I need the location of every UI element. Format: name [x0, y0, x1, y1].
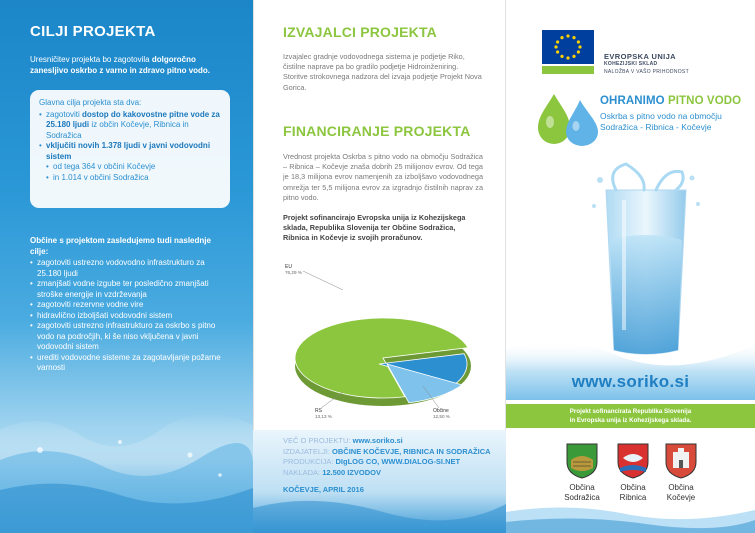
info-more — [283, 436, 506, 447]
water-glass-image — [586, 160, 706, 360]
goals-intro-text: Uresničitev projekta bo zagotovila — [30, 55, 152, 64]
main-goal-item — [39, 141, 221, 162]
info-more-label: VEČ O PROJEKTU: — [283, 436, 353, 445]
cover-subtitle: Oskrba s pitno vodo na območju Sodražica - Ribnica - Kočevje — [600, 111, 722, 132]
eu-name: EVROPSKA UNIJA — [604, 52, 677, 61]
main-goal-2-bold: vključiti novih 1.378 ljudi v javni vodovodni sistem — [46, 141, 211, 161]
pie-label-eu: EU — [285, 264, 292, 270]
main-goals-box — [30, 90, 230, 208]
info-production-value: DIgLOG CO, WWW.DIALOG-SI.NET — [335, 457, 461, 466]
pie-leader-eu — [303, 271, 343, 290]
panel-cover — [506, 0, 755, 533]
cofinancing-text: Projekt sofinancirajo Evropska unija iz Kohezijskega sklada, Republika Slovenija ter Občine Sodražica, Ribnica in Kočevje iz svojih proračunov. — [283, 213, 466, 243]
pie-label-rs: RS — [315, 408, 322, 414]
cofinancing-band — [506, 404, 755, 428]
eu-logo-block — [538, 28, 738, 78]
crest-kocevje — [651, 442, 711, 502]
contractors-body: Izvajalec gradnje vodovodnega sistema je podjetje Riko, čistilne naprave pa bo gradilo podjetje Hidroinženiring. — [283, 52, 465, 72]
main-goal-subitem: • in 1.014 v občini Sodražica — [39, 173, 221, 184]
financing-title: FINANCIRANJE PROJEKTA — [283, 123, 471, 139]
main-goal-1-pre: zagotoviti — [46, 109, 83, 119]
financing-pie-chart — [273, 254, 493, 434]
eu-flag-icon — [538, 28, 598, 76]
goals-title: CILJI PROJEKTA — [30, 23, 156, 40]
ribnica-crest-icon — [616, 442, 650, 480]
contractors-text — [283, 52, 483, 93]
goals-intro-bold: dolgoročno zanesljivo oskrbo z varno in zdravo pitno vodo. — [30, 55, 211, 75]
pie-value-rs: 13,13 % — [315, 414, 332, 419]
cover-headline-a: OHRANIMO — [600, 95, 668, 107]
crest-kocevje-line1: Občina — [668, 483, 694, 492]
financing-text: Vrednost projekta Oskrba s pitno vodo na območju Sodražica – Ribnica – Kočevje znaša dobrih 25 milijonov evrov. Od tega je 18,3 milijona evrov namenjenih za izboljšavo vodovodnega omrežja ter 5,5 milijona evrov za izgradnjo čistilnih naprav za pitno vodo. — [283, 152, 483, 202]
publication-date: KOČEVJE, APRIL 2016 — [283, 485, 364, 494]
sodrazica-crest-icon — [565, 442, 599, 480]
additional-goal-item: • zagotoviti ustrezno vodovodno infrastrukturo za 25.180 ljudi — [30, 258, 230, 279]
crest-kocevje-line2: Kočevje — [666, 492, 696, 502]
additional-goals-list — [30, 258, 230, 374]
additional-goal-item: • zagotoviti ustrezno infrastrukturo za oskrbo s pitno vodo na področjih, ki še niso vključena v javni vodovodni sistem — [30, 321, 230, 353]
crest-sodrazica-line1: Občina — [569, 483, 595, 492]
info-print-label: NAKLADA: — [283, 467, 323, 477]
additional-goal-item: • hidravlično izboljšati vodovodni sistem — [30, 311, 230, 322]
panel-project-goals — [0, 0, 253, 533]
main-goal-1-bold: dostop do kakovostne pitne vode za 25.180 ljudi — [46, 109, 220, 129]
water-wave-image — [0, 380, 253, 533]
eu-slogan: NALOŽBA V VAŠO PRIHODNOST — [604, 69, 689, 75]
additional-goals-lead: Občine s projektom zasledujemo tudi naslednje cilje: — [30, 236, 211, 256]
supervision-body: Storitve strokovnega nadzora del izvaja podjetje Projekt Nova Gorica. — [283, 72, 482, 92]
crest-sodrazica-line2: Sodražica — [564, 492, 600, 502]
main-goal-1-post: iz občin Kočevje, Ribnica in Sodražica — [46, 120, 189, 140]
main-goal-item — [39, 110, 221, 142]
pie-label-obcine: Občine — [433, 408, 449, 414]
info-production-label: PRODUKCIJA: — [283, 457, 336, 466]
main-goals-lead: Glavna cilja projekta sta dva: — [39, 98, 142, 107]
cover-water-bottom — [506, 502, 755, 533]
water-drops-logo-icon — [534, 90, 606, 148]
crest-kocevje-label — [651, 483, 711, 502]
crest-ribnica-line2: Ribnica — [619, 492, 647, 502]
contractors-title: IZVAJALCI PROJEKTA — [283, 24, 437, 40]
pie-value-eu: 76,29 % — [285, 270, 302, 275]
pie-value-obcine: 12,50 % — [433, 414, 450, 419]
additional-goal-item: • urediti vodovodne sisteme za zagotavljanje požarne varnosti — [30, 353, 230, 374]
info-print-run — [283, 468, 506, 479]
goals-intro — [30, 54, 230, 76]
info-publisher-label: IZDAJATELJI: — [283, 446, 333, 456]
main-goals-list — [39, 110, 221, 184]
cofinancing-band-line1: Projekt sofinancirata Republika Slovenija — [569, 408, 692, 415]
eu-fund: KOHEZIJSKI SKLAD — [604, 61, 658, 67]
main-goal-subitem: • od tega 364 v občini Kočevje — [39, 162, 221, 173]
info-print-value: 12.500 IZVODOV — [322, 467, 381, 477]
website-link[interactable]: www.soriko.si — [571, 372, 690, 391]
crest-ribnica-line1: Občina — [620, 483, 646, 492]
kocevje-crest-icon — [664, 442, 698, 480]
additional-goal-item: • zmanjšati vodne izgube ter posledično zmanjšati stroške energije in vzdrževanja — [30, 279, 230, 300]
cover-headline-b: PITNO VODO — [667, 95, 742, 107]
info-production — [283, 457, 506, 468]
additional-goal-item: • zagotoviti rezervne vodne vire — [30, 300, 230, 311]
panel-contractors-financing — [253, 0, 506, 533]
cover-headline — [600, 95, 741, 107]
info-publisher — [283, 447, 506, 458]
cofinancing-band-line2: in Evropska unija iz Kohezijskega sklada. — [569, 416, 692, 424]
info-more-link[interactable]: www.soriko.si — [352, 436, 403, 445]
info-publisher-value: OBČINE KOČEVJE, RIBNICA IN SODRAŽICA — [332, 446, 491, 456]
publication-info — [253, 430, 506, 533]
